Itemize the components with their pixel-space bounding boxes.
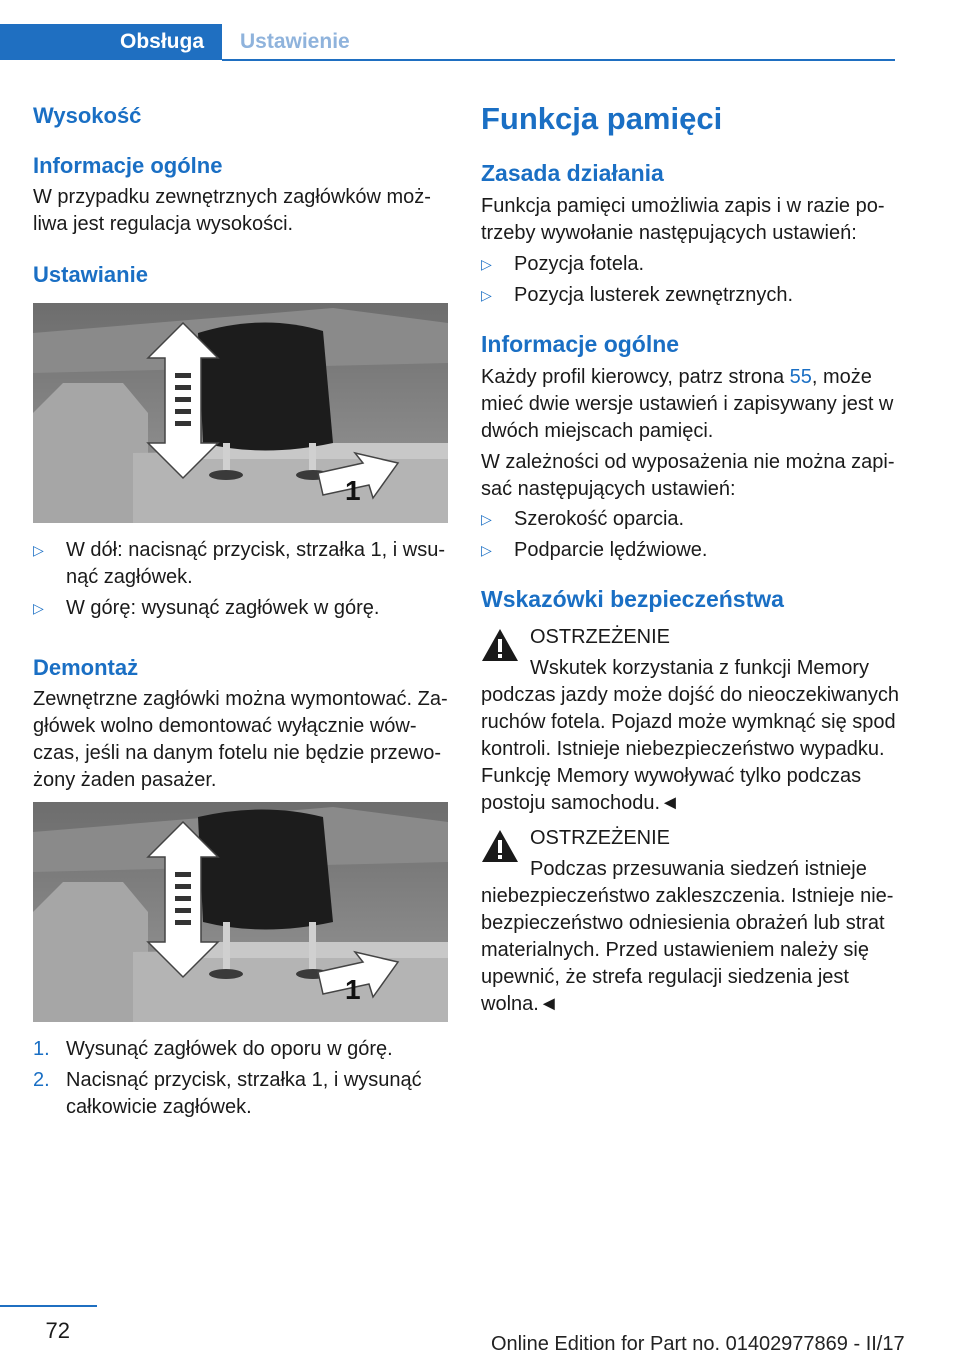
triangle-bullet-icon: ▷ [481,511,492,527]
heading-adjust: Ustawianie [33,262,148,287]
warning-2-line-1: Podczas przesuwania siedzeń istnieje [530,858,867,880]
warning-1-line-5: Funkcję Memory wywoływać tylko podczas [481,765,862,787]
page-number: 72 [45,1318,70,1343]
heading-general-info: Informacje ogólne [33,153,223,178]
tab-obsluga[interactable]: Obsługa [0,24,222,60]
footer-rule [0,1305,97,1307]
edition-note: Online Edition for Part no. 01402977869 - II/17 [491,1333,905,1355]
info-line-2: liwa jest regulacja wysokości. [33,213,294,235]
photo-arrow-label: 1 [345,475,361,506]
heading-memory: Funkcja pamięci [481,101,723,136]
warning-1-title: OSTRZEŻENIE [530,626,671,648]
warning-icon [481,829,519,863]
info-line-2: mieć dwie wersje ustawień i zapisywany jest w [481,393,894,415]
triangle-bullet-icon: ▷ [481,256,492,272]
headrest-illustration [33,802,448,1022]
triangle-bullet-icon: ▷ [33,542,44,558]
triangle-bullet-icon: ▷ [481,287,492,303]
heading-remove: Demontaż [33,655,139,680]
warning-1-line-1: Wskutek korzystania z funkcji Memory [530,657,869,679]
warning-1-line-6: postoju samochodu.◄ [481,792,680,814]
warning-1-line-3: ruchów fotela. Pojazd może wymknąć się spod [481,711,896,733]
heading-safety: Wskazówki bezpieczeństwa [481,586,784,612]
warning-icon [481,628,519,662]
warning-2-line-6: wolna.◄ [481,993,559,1015]
warning-2-line-5: upewnić, że strefa regulacji siedzenia jest [481,966,849,988]
heading-general-info-right: Informacje ogólne [481,331,680,357]
heading-height: Wysokość [33,103,142,128]
headrest-photo-remove [33,802,448,1022]
warning-1-line-4: kontroli. Istnieje niebezpieczeństwo wypadku. [481,738,885,760]
step-number: 1. [33,1038,50,1060]
warning-2-line-4: materialnych. Przed ustawieniem należy się [481,939,869,961]
headrest-illustration [33,303,448,523]
warning-2-line-2: niebezpieczeństwo zakleszczenia. Istnieje nie‐ [481,885,894,907]
triangle-bullet-icon: ▷ [481,542,492,558]
page-link[interactable]: 55 [789,366,812,388]
warning-2-line-3: bezpieczeństwo odniesienia obrażeń lub strat [481,912,885,934]
warning-1-line-2: podczas jazdy może dojść do nieoczekiwanych [481,684,899,706]
tab-ustawienie[interactable]: Ustawienie [240,30,350,53]
remove-line-1: Zewnętrzne zagłówki można wymontować. Za‐ [33,688,448,710]
principle-line-2: trzeby wywołanie następujących ustawień: [481,222,857,244]
heading-principle: Zasada działania [481,160,664,186]
triangle-bullet-icon: ▷ [33,600,44,616]
warning-2-title: OSTRZEŻENIE [530,827,671,849]
remove-line-2: główek wolno demontować wyłącznie wów‐ [33,715,417,737]
equip-line-1: W zależności od wyposażenia nie można zapi‐ [481,451,895,473]
info-line-3: dwóch miejscach pamięci. [481,420,714,442]
header-rule [222,59,895,61]
info-line-1: W przypadku zewnętrznych zagłówków moż‐ [33,186,431,208]
remove-line-3: czas, jeśli na danym fotelu nie będzie przewo‐ [33,742,441,764]
info-line-1: Każdy profil kierowcy, patrz strona 55, może [481,366,872,388]
remove-line-4: żony żaden pasażer. [33,769,217,791]
principle-line-1: Funkcja pamięci umożliwia zapis i w razie po‐ [481,195,885,217]
header-tabs [0,24,895,62]
step-number: 2. [33,1069,50,1091]
photo-arrow-label: 1 [345,974,361,1005]
headrest-photo-adjust [33,303,448,523]
equip-line-2: sać następujących ustawień: [481,478,736,500]
